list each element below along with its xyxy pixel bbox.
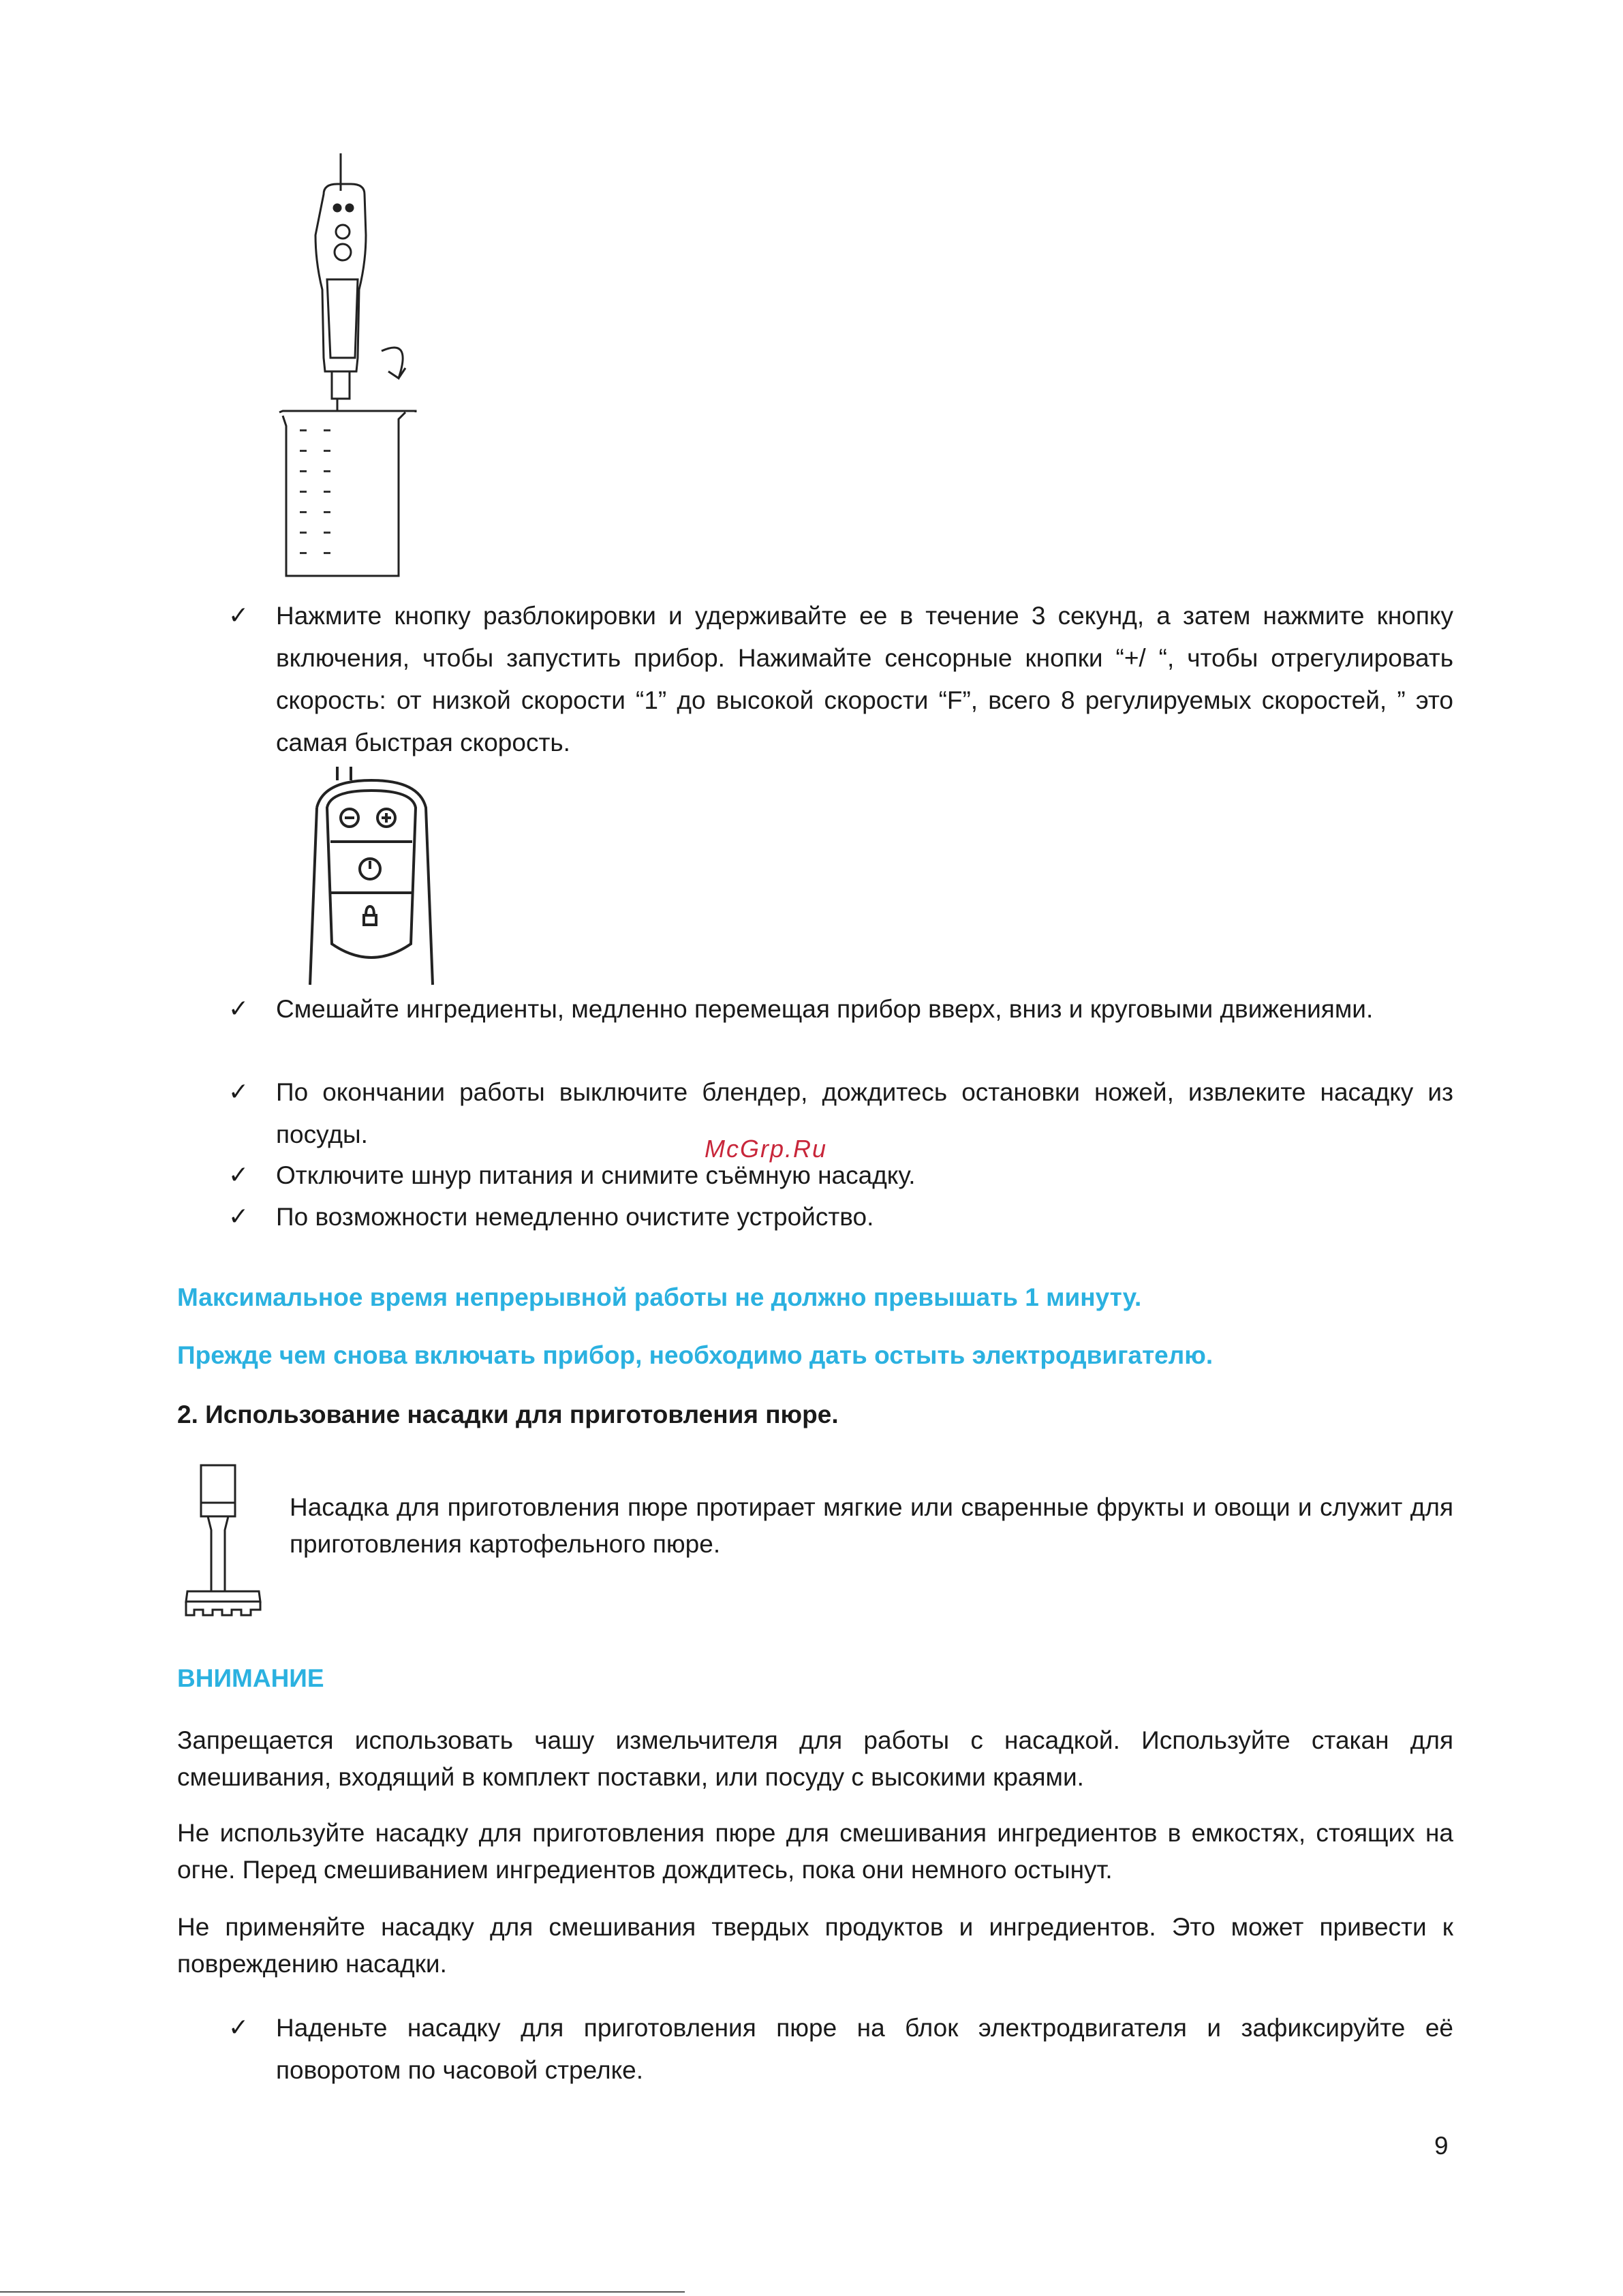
paragraph-bowl: Запрещается использовать чашу измельчителя для работы с насадкой. Используйте стакан для смешивания, входящий в комплект поставки, или посуду с высокими краями.: [177, 1726, 1453, 1791]
check-icon: ✓: [228, 1161, 249, 1189]
check-icon: ✓: [228, 1203, 249, 1231]
bullet-finish: По окончании работы выключите блендер, дождитесь остановки ножей, извлеките насадку из посуды.: [276, 1078, 1453, 1148]
bullet-attach-puree: Наденьте насадку для приготовления пюре на блок электродвигателя и зафиксируйте её поворотом по часовой стрелке.: [276, 2014, 1453, 2084]
footer-divider: [0, 2291, 685, 2293]
control-panel-illustration: [310, 767, 439, 985]
attention-title: ВНИМАНИЕ: [177, 1664, 324, 1692]
paragraph-heat: Не используйте насадку для приготовления пюре для смешивания ингредиентов в емкостях, стоящих на огне. Перед смешиванием ингредиентов дождитесь, пока они немного остынут.: [177, 1819, 1453, 1884]
bullet-unlock-instruction: Нажмите кнопку разблокировки и удерживайте ее в течение 3 секунд, а затем нажмите кнопку включения, чтобы запустить прибор. Нажимайте сенсорные кнопки “+/ “, чтобы отрегулировать скорость: от низкой скорости “1” до высокой скорости “F”, всего 8 регулируемых скоростей, ” это самая быстрая скорость.: [276, 602, 1453, 756]
notice-max-time: Максимальное время непрерывной работы не должно превышать 1 минуту.: [177, 1283, 1142, 1311]
notice-cool-down: Прежде чем снова включать прибор, необходимо дать остыть электродвигателю.: [177, 1341, 1214, 1369]
check-icon: ✓: [228, 995, 249, 1023]
section-title: 2. Использование насадки для приготовления пюре.: [177, 1400, 839, 1428]
check-icon: ✓: [228, 2014, 249, 2042]
puree-description: Насадка для приготовления пюре протирает мягкие или сваренные фрукты и овощи и служит для приготовления картофельного пюре.: [290, 1493, 1453, 1558]
bullet-mix: Смешайте ингредиенты, медленно перемещая прибор вверх, вниз и круговыми движениями.: [276, 995, 1374, 1023]
blender-in-beaker-illustration: [269, 153, 433, 590]
watermark: McGrp.Ru: [705, 1135, 828, 1163]
puree-attachment-illustration: [184, 1465, 279, 1619]
bullet-unplug: Отключите шнур питания и снимите съёмную насадку.: [276, 1161, 916, 1189]
bullet-clean: По возможности немедленно очистите устройство.: [276, 1203, 874, 1231]
page-number: 9: [1434, 2132, 1449, 2160]
check-icon: ✓: [228, 1078, 249, 1106]
check-icon: ✓: [228, 602, 249, 630]
paragraph-hard-food: Не применяйте насадку для смешивания твердых продуктов и ингредиентов. Это может привести к повреждению насадки.: [177, 1913, 1453, 1978]
